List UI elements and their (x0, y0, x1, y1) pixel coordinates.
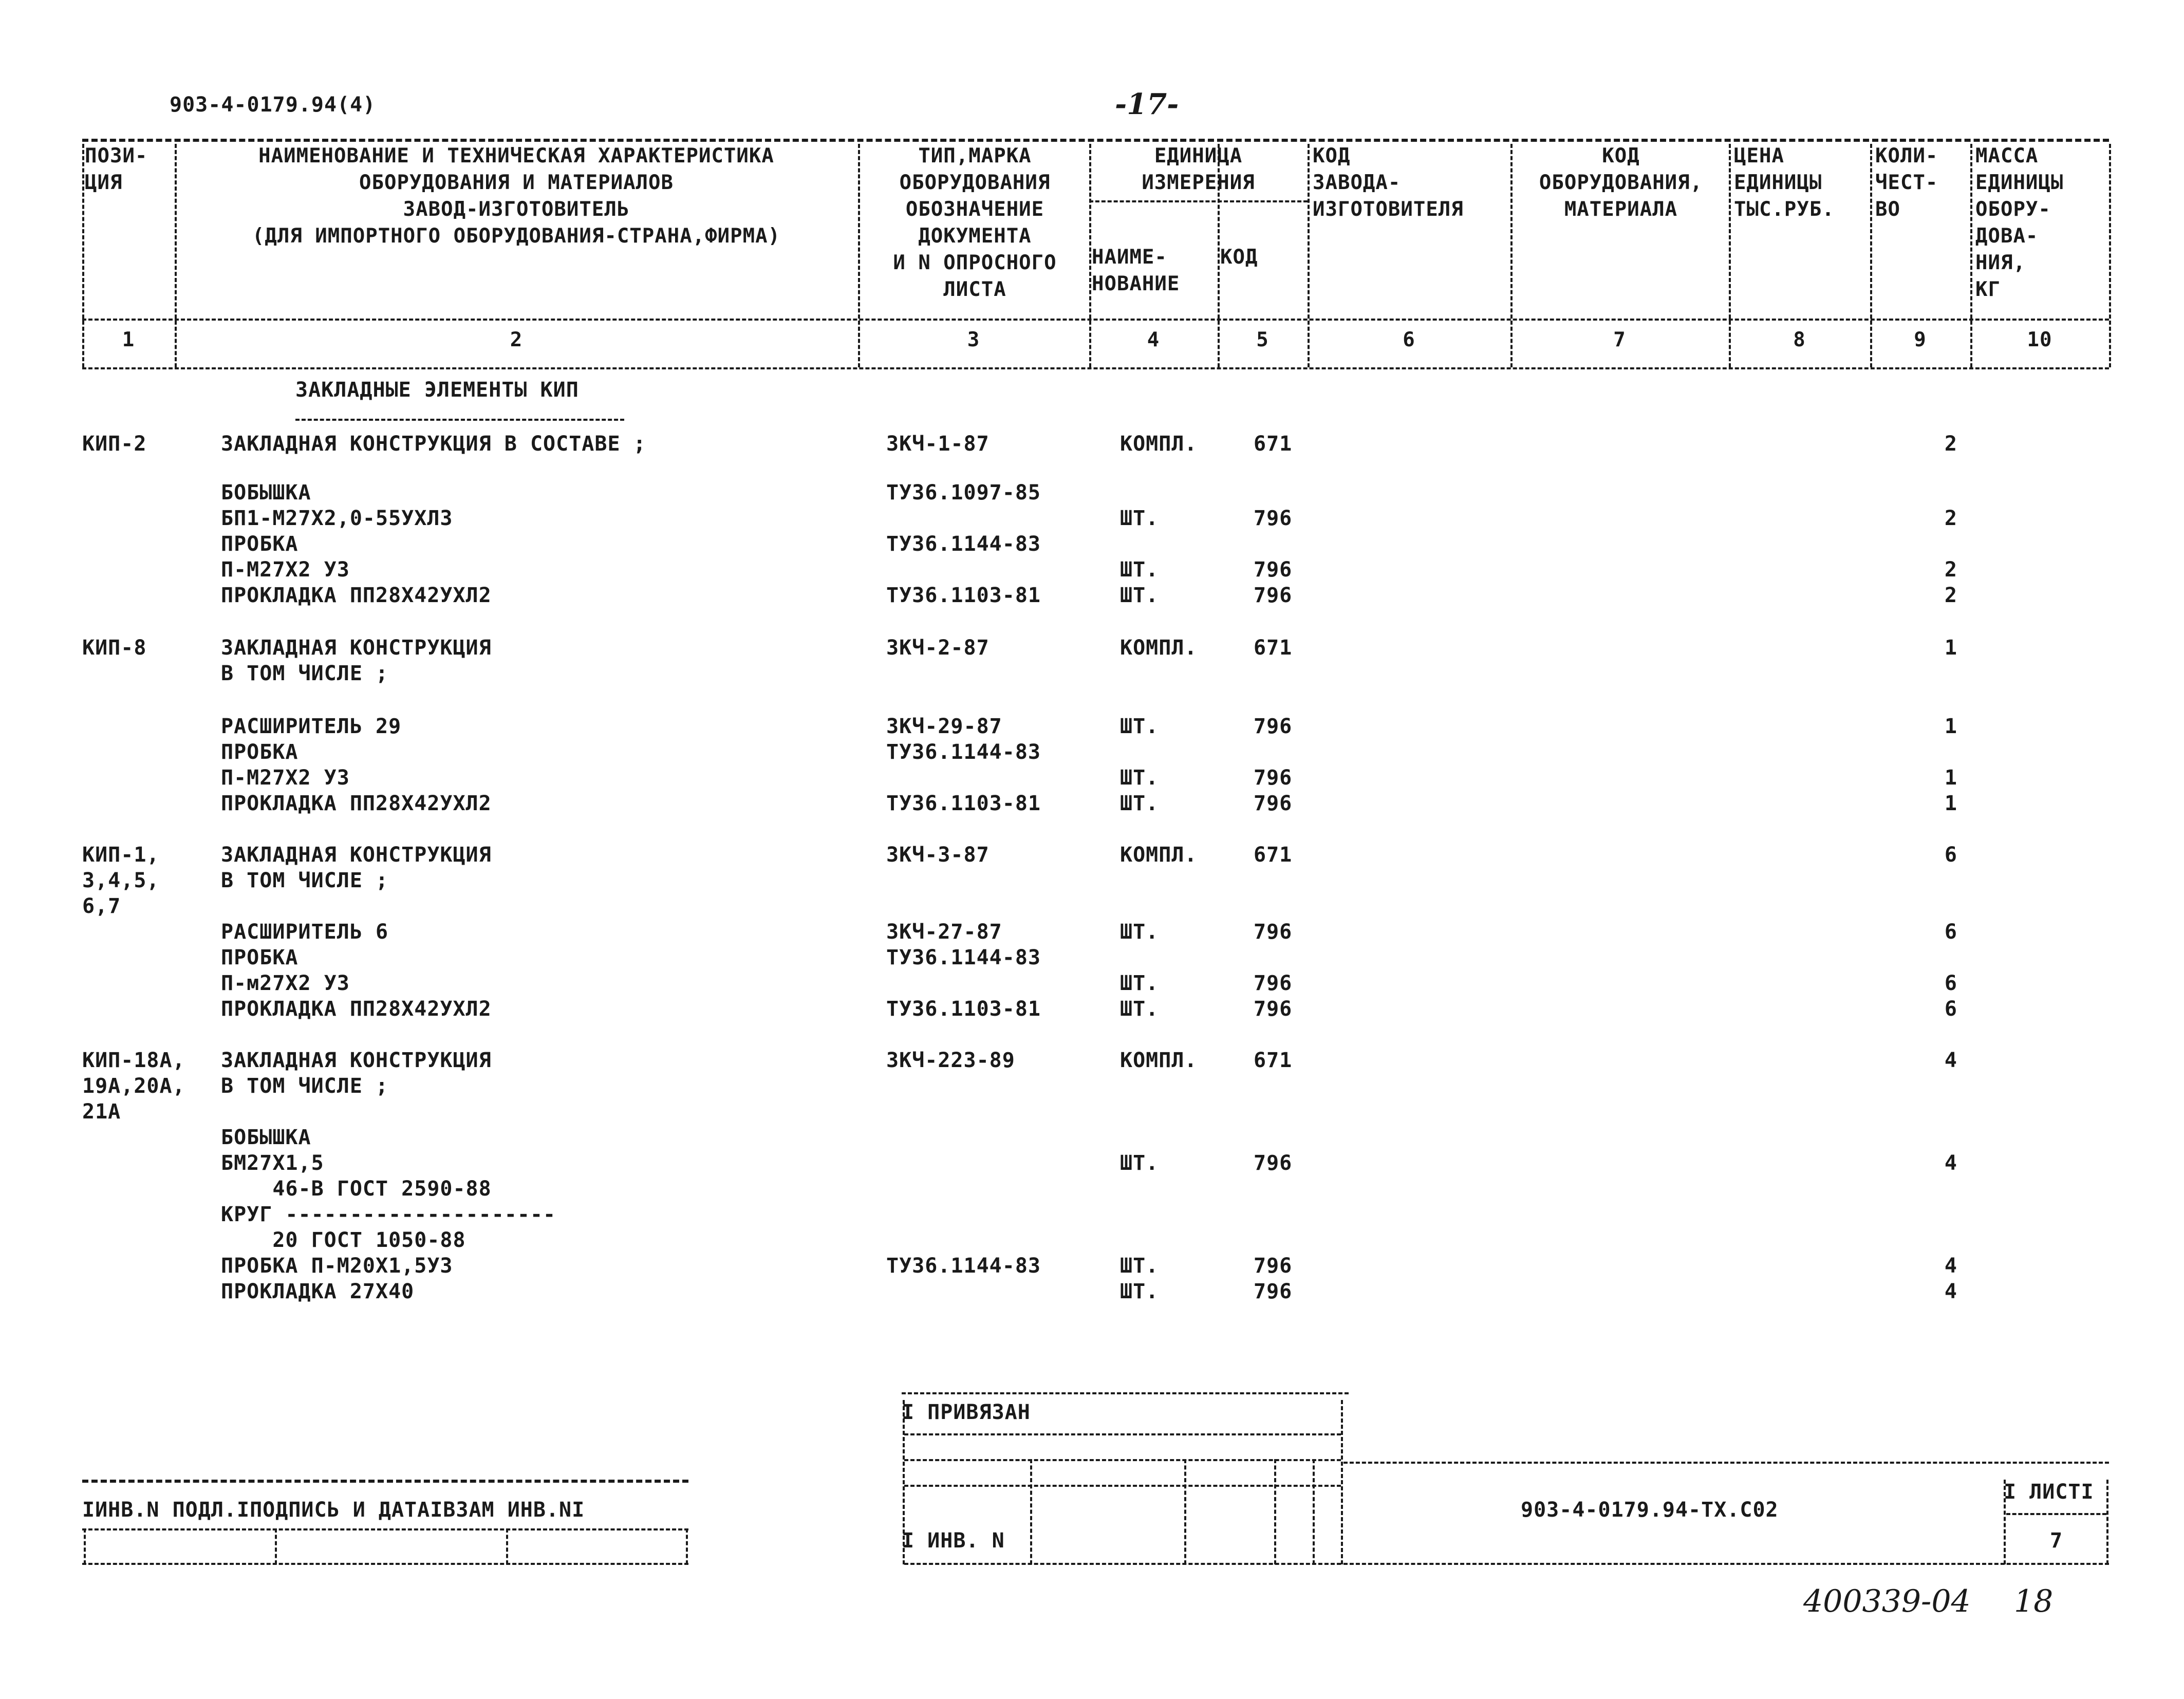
approval-cell-divider (275, 1528, 277, 1564)
row-unit-code: 796 (1254, 1151, 1293, 1175)
column-number-bottom-rule (82, 367, 2109, 369)
row-unit-code: 796 (1254, 1280, 1293, 1303)
row-quantity: 4 (1944, 1280, 1957, 1303)
approval-cell-divider (506, 1528, 508, 1564)
row-type: ЗКЧ-27-87 (886, 920, 1002, 944)
row-unit-code: 796 (1254, 766, 1293, 790)
column-number-10: 10 (2027, 328, 2052, 351)
column-number-5: 5 (1256, 328, 1269, 351)
row-position: КИП-1, (82, 843, 160, 867)
document-number: 903-4-0179.94(4) (170, 93, 376, 117)
row-name: ПРОБКА П-М20Х1,5У3 (221, 1254, 453, 1278)
header-bottom-rule (82, 319, 2109, 321)
row-unit: КОМПЛ. (1120, 636, 1198, 660)
stamp-bottom-rule (904, 1563, 1341, 1565)
row-unit: ШТ. (1120, 792, 1159, 815)
sheet-label: I ЛИСТI (2004, 1480, 2094, 1504)
column-divider-10 (2109, 144, 2111, 367)
row-type: ТУ36.1144-83 (886, 532, 1041, 556)
column-number-9: 9 (1914, 328, 1927, 351)
row-unit-code: 671 (1254, 1049, 1293, 1072)
row-type: ТУ36.1103-81 (886, 997, 1041, 1021)
archive-number: 400339-04 (1803, 1583, 1971, 1619)
row-name: БП1-М27Х2,0-55УХЛ3 (221, 507, 453, 530)
row-quantity: 1 (1944, 792, 1957, 815)
row-name: БОБЫШКА (221, 481, 311, 505)
row-quantity: 2 (1944, 432, 1957, 456)
row-unit-code: 671 (1254, 432, 1293, 456)
row-position: КИП-18А, (82, 1049, 185, 1072)
approval-cell-divider (84, 1528, 86, 1564)
row-unit: ШТ. (1120, 1254, 1159, 1278)
row-name: 20 ГОСТ 1050-88 (221, 1228, 466, 1252)
row-name: ПРОКЛАДКА ПП28Х42УХЛ2 (221, 792, 492, 815)
row-name: ЗАКЛАДНАЯ КОНСТРУКЦИЯ В СОСТАВЕ ; (221, 432, 646, 456)
row-unit-code: 671 (1254, 636, 1293, 660)
column-header-3: ТИП,МАРКА ОБОРУДОВАНИЯ ОБОЗНАЧЕНИЕ ДОКУМЕНТА И N ОПРОСНОГО ЛИСТА (893, 144, 1057, 301)
row-quantity: 1 (1944, 715, 1957, 738)
approval-cell-divider (686, 1528, 688, 1564)
row-unit-code: 796 (1254, 1254, 1293, 1278)
row-type: ТУ36.1144-83 (886, 740, 1041, 764)
sheet-box-right (2106, 1480, 2108, 1564)
row-type: ТУ36.1144-83 (886, 1254, 1041, 1278)
column-number-3: 3 (967, 328, 980, 351)
row-unit-code: 796 (1254, 997, 1293, 1021)
column-header-1: ПОЗИ- ЦИЯ (85, 144, 148, 194)
row-unit: ШТ. (1120, 920, 1159, 944)
column-number-4: 4 (1147, 328, 1160, 351)
row-quantity: 1 (1944, 636, 1957, 660)
row-unit: ШТ. (1120, 766, 1159, 790)
row-type: ЗКЧ-223-89 (886, 1049, 1015, 1072)
row-unit: ШТ. (1120, 972, 1159, 995)
title-block-top-rule (1343, 1462, 2109, 1464)
row-name: 46-В ГОСТ 2590-88 (221, 1177, 492, 1201)
row-quantity: 1 (1944, 766, 1957, 790)
row-name: ПРОБКА (221, 532, 298, 556)
row-type: ЗКЧ-1-87 (886, 432, 990, 456)
row-name: ПРОКЛАДКА ПП28Х42УХЛ2 (221, 584, 492, 607)
row-position: 21А (82, 1100, 121, 1124)
row-name: В ТОМ ЧИСЛЕ ; (221, 869, 389, 892)
row-name: ПРОБКА (221, 740, 298, 764)
row-name: ЗАКЛАДНАЯ КОНСТРУКЦИЯ (221, 636, 492, 660)
column-number-2: 2 (510, 328, 523, 351)
row-quantity: 4 (1944, 1049, 1957, 1072)
row-name: КРУГ --------------------- (221, 1203, 556, 1226)
row-quantity: 2 (1944, 584, 1957, 607)
row-quantity: 2 (1944, 558, 1957, 582)
row-name: В ТОМ ЧИСЛЕ ; (221, 1074, 389, 1098)
stamp-cell-divider (1030, 1459, 1032, 1564)
row-quantity: 4 (1944, 1254, 1957, 1278)
column-header-6: КОД ЗАВОДА- ИЗГОТОВИТЕЛЯ (1313, 144, 1464, 221)
stamp-rule (904, 1433, 1341, 1435)
row-position: КИП-8 (82, 636, 147, 660)
sheet-page-number: 18 (2014, 1583, 2054, 1619)
column-number-1: 1 (122, 328, 135, 351)
row-name: В ТОМ ЧИСЛЕ ; (221, 662, 389, 685)
row-quantity: 4 (1944, 1151, 1957, 1175)
row-name: П-м27Х2 У3 (221, 972, 350, 995)
sheet-number: 7 (2049, 1529, 2063, 1553)
row-unit-code: 796 (1254, 972, 1293, 995)
document-code: 903-4-0179.94-ТХ.С02 (1521, 1498, 1779, 1522)
row-name: БМ27Х1,5 (221, 1151, 324, 1175)
row-type: ЗКЧ-3-87 (886, 843, 990, 867)
row-quantity: 6 (1944, 972, 1957, 995)
row-type: ЗКЧ-2-87 (886, 636, 990, 660)
row-unit: КОМПЛ. (1120, 1049, 1198, 1072)
approval-mid-rule (82, 1528, 688, 1530)
row-unit-code: 796 (1254, 920, 1293, 944)
row-name: ЗАКЛАДНАЯ КОНСТРУКЦИЯ (221, 1049, 492, 1072)
row-unit-code: 796 (1254, 584, 1293, 607)
row-name: ПРОБКА (221, 946, 298, 969)
row-quantity: 6 (1944, 920, 1957, 944)
row-type: ТУ36.1103-81 (886, 584, 1041, 607)
column-header-7: КОД ОБОРУДОВАНИЯ, МАТЕРИАЛА (1539, 144, 1703, 221)
column-number-7: 7 (1613, 328, 1626, 351)
stamp-top-rule (902, 1392, 1349, 1394)
row-unit-code: 796 (1254, 792, 1293, 815)
column-header-5: КОД (1220, 246, 1258, 269)
row-position: КИП-2 (82, 432, 147, 456)
row-unit-code: 796 (1254, 558, 1293, 582)
row-position: 6,7 (82, 894, 121, 918)
column-header-9: КОЛИ- ЧЕСТ- ВО (1875, 144, 1938, 221)
column-header-8: ЦЕНА ЕДИНИЦЫ ТЫС.РУБ. (1734, 144, 1835, 221)
stamp-cell-divider (1184, 1459, 1186, 1564)
row-unit: КОМПЛ. (1120, 432, 1198, 456)
sheet-box-rule (2006, 1513, 2106, 1515)
row-quantity: 6 (1944, 997, 1957, 1021)
approval-bottom-rule (82, 1563, 688, 1565)
column-header-2: НАИМЕНОВАНИЕ И ТЕХНИЧЕСКАЯ ХАРАКТЕРИСТИКА ОБОРУДОВАНИЯ И МАТЕРИАЛОВ ЗАВОД-ИЗГОТОВИТЕЛЬ (ДЛЯ ИМПОРТНОГО ОБОРУДОВАНИЯ-СТРАНА,ФИРМА) (252, 144, 781, 248)
row-unit-code: 796 (1254, 507, 1293, 530)
row-quantity: 6 (1944, 843, 1957, 867)
header-top-rule (82, 139, 2109, 142)
row-unit: ШТ. (1120, 558, 1159, 582)
row-unit: ШТ. (1120, 584, 1159, 607)
row-name: БОБЫШКА (221, 1126, 311, 1149)
row-name: РАСШИРИТЕЛЬ 6 (221, 920, 389, 944)
row-name: ЗАКЛАДНАЯ КОНСТРУКЦИЯ (221, 843, 492, 867)
row-name: РАСШИРИТЕЛЬ 29 (221, 715, 402, 738)
row-name: ПРОКЛАДКА 27Х40 (221, 1280, 415, 1303)
column-header-4: НАИМЕ- НОВАНИЕ (1092, 246, 1180, 295)
page-mark: -17- (1115, 87, 1179, 121)
stamp-right-edge (1341, 1400, 1343, 1564)
row-unit: ШТ. (1120, 1151, 1159, 1175)
row-type: ТУ36.1103-81 (886, 792, 1041, 815)
row-unit-code: 796 (1254, 715, 1293, 738)
unit-group-rule (1089, 200, 1308, 202)
stamp-cell-divider (1274, 1459, 1276, 1564)
column-header-10: МАССА ЕДИНИЦЫ ОБОРУ- ДОВА- НИЯ, КГ (1975, 144, 2064, 301)
row-name: ПРОКЛАДКА ПП28Х42УХЛ2 (221, 997, 492, 1021)
section-title: ЗАКЛАДНЫЕ ЭЛЕМЕНТЫ КИП (295, 378, 579, 402)
row-type: ТУ36.1097-85 (886, 481, 1041, 505)
column-group-unit: ЕДИНИЦА ИЗМЕРЕНИЯ (1142, 144, 1255, 194)
row-unit: ШТ. (1120, 715, 1159, 738)
row-unit: ШТ. (1120, 507, 1159, 530)
column-number-8: 8 (1793, 328, 1806, 351)
row-quantity: 2 (1944, 507, 1957, 530)
row-unit: КОМПЛ. (1120, 843, 1198, 867)
row-unit: ШТ. (1120, 997, 1159, 1021)
column-number-6: 6 (1403, 328, 1415, 351)
row-position: 3,4,5, (82, 869, 160, 892)
row-type: ТУ36.1144-83 (886, 946, 1041, 969)
row-name: П-М27Х2 У3 (221, 558, 350, 582)
row-type: ЗКЧ-29-87 (886, 715, 1002, 738)
approval-top-rule (82, 1480, 688, 1483)
row-unit-code: 671 (1254, 843, 1293, 867)
row-position: 19А,20А, (82, 1074, 185, 1098)
stamp-tied-label: I ПРИВЯЗАН (902, 1401, 1031, 1424)
stamp-inventory-label: I ИНВ. N (902, 1529, 1005, 1553)
row-unit: ШТ. (1120, 1280, 1159, 1303)
section-title-underline (295, 419, 624, 421)
approval-headers: IИНВ.N ПОДЛ.IПОДПИСЬ И ДАТАIВЗАМ ИНВ.NI (82, 1498, 585, 1522)
row-name: П-М27Х2 У3 (221, 766, 350, 790)
stamp-cell-divider (1313, 1459, 1315, 1564)
title-block-bottom-rule (1343, 1563, 2109, 1565)
